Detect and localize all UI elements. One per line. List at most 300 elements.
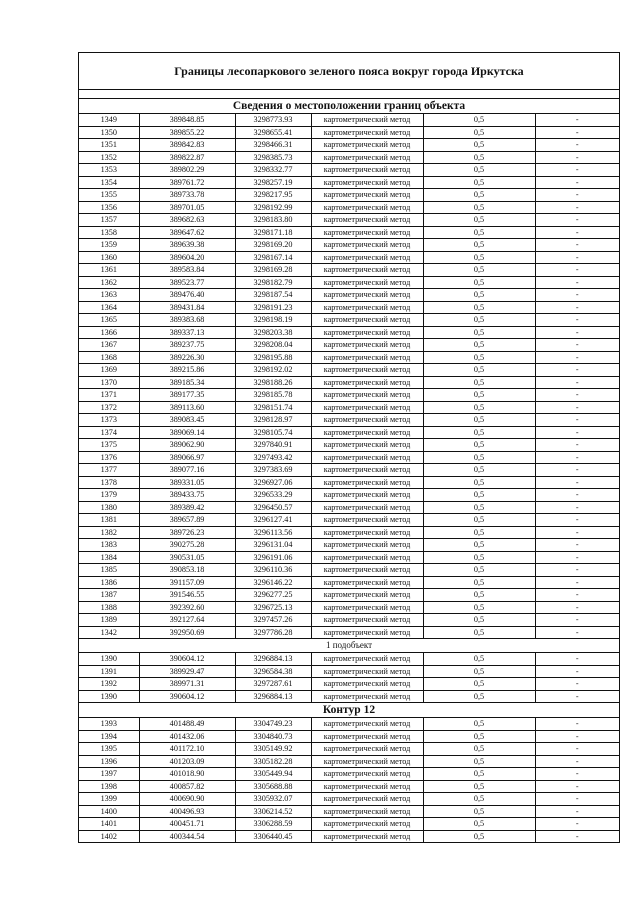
coord-x: 392127.64: [139, 614, 235, 627]
accuracy-cell: 0,5: [423, 551, 535, 564]
coord-y: 3297287.61: [235, 678, 311, 691]
coord-y: 3298188.26: [235, 376, 311, 389]
point-number: 1363: [79, 289, 139, 302]
coord-x: 391546.55: [139, 589, 235, 602]
coord-y: 3298773.93: [235, 114, 311, 126]
accuracy-cell: 0,5: [423, 151, 535, 164]
table-row: [79, 464, 619, 477]
empty-cell: -: [535, 476, 619, 489]
accuracy-cell: 0,5: [423, 301, 535, 314]
coord-y: 3296450.57: [235, 501, 311, 514]
accuracy-cell: 0,5: [423, 389, 535, 402]
point-number: 1370: [79, 376, 139, 389]
method-cell: картометрический метод: [311, 690, 423, 703]
coord-y: 3304749.23: [235, 718, 311, 731]
table-row: [79, 439, 619, 452]
accuracy-cell: 0,5: [423, 690, 535, 703]
empty-cell: -: [535, 526, 619, 539]
coord-y: 3296146.22: [235, 576, 311, 589]
coord-y: 3306440.45: [235, 830, 311, 842]
accuracy-cell: 0,5: [423, 614, 535, 627]
coord-x: 389604.20: [139, 251, 235, 264]
coord-y: 3298169.20: [235, 239, 311, 252]
method-cell: картометрический метод: [311, 326, 423, 339]
empty-cell: -: [535, 665, 619, 678]
method-cell: картометрический метод: [311, 126, 423, 139]
accuracy-cell: 0,5: [423, 376, 535, 389]
empty-cell: -: [535, 251, 619, 264]
table-row: [79, 364, 619, 377]
empty-cell: -: [535, 793, 619, 806]
empty-cell: -: [535, 376, 619, 389]
table-row: [79, 389, 619, 402]
table-row: [79, 176, 619, 189]
coord-y: 3296584.38: [235, 665, 311, 678]
point-number: 1342: [79, 626, 139, 639]
coord-y: 3298187.54: [235, 289, 311, 302]
point-number: 1367: [79, 339, 139, 352]
point-number: 1381: [79, 514, 139, 527]
coord-x: 389185.34: [139, 376, 235, 389]
method-cell: картометрический метод: [311, 665, 423, 678]
coord-x: 389761.72: [139, 176, 235, 189]
coord-y: 3298192.02: [235, 364, 311, 377]
coord-y: 3298183.80: [235, 214, 311, 227]
table-row: [79, 251, 619, 264]
accuracy-cell: 0,5: [423, 289, 535, 302]
empty-cell: -: [535, 818, 619, 831]
accuracy-cell: 0,5: [423, 326, 535, 339]
accuracy-cell: 0,5: [423, 818, 535, 831]
point-number: 1361: [79, 264, 139, 277]
coord-x: 389733.78: [139, 189, 235, 202]
coord-x: 389177.35: [139, 389, 235, 402]
table-row: [79, 401, 619, 414]
accuracy-cell: 0,5: [423, 139, 535, 152]
accuracy-cell: 0,5: [423, 226, 535, 239]
method-cell: картометрический метод: [311, 314, 423, 327]
point-number: 1358: [79, 226, 139, 239]
coord-x: 390853.18: [139, 564, 235, 577]
accuracy-cell: 0,5: [423, 414, 535, 427]
method-cell: картометрический метод: [311, 718, 423, 731]
empty-cell: -: [535, 678, 619, 691]
coord-y: 3298198.19: [235, 314, 311, 327]
table-row: [79, 830, 619, 842]
coord-y: 3296884.13: [235, 690, 311, 703]
accuracy-cell: 0,5: [423, 114, 535, 126]
coord-y: 3298257.19: [235, 176, 311, 189]
accuracy-cell: 0,5: [423, 755, 535, 768]
accuracy-cell: 0,5: [423, 489, 535, 502]
table-row: [79, 164, 619, 177]
method-cell: картометрический метод: [311, 176, 423, 189]
table-row: [79, 114, 619, 126]
table-row: [79, 451, 619, 464]
empty-cell: -: [535, 364, 619, 377]
accuracy-cell: 0,5: [423, 743, 535, 756]
point-number: 1379: [79, 489, 139, 502]
accuracy-cell: 0,5: [423, 539, 535, 552]
empty-cell: -: [535, 301, 619, 314]
table-row: [79, 690, 619, 703]
method-cell: картометрический метод: [311, 226, 423, 239]
accuracy-cell: 0,5: [423, 514, 535, 527]
coord-x: 389929.47: [139, 665, 235, 678]
accuracy-cell: 0,5: [423, 439, 535, 452]
accuracy-cell: 0,5: [423, 718, 535, 731]
point-number: 1372: [79, 401, 139, 414]
method-cell: картометрический метод: [311, 376, 423, 389]
point-number: 1373: [79, 414, 139, 427]
point-number: 1394: [79, 730, 139, 743]
method-cell: картометрический метод: [311, 626, 423, 639]
method-cell: картометрический метод: [311, 164, 423, 177]
table-row: [79, 426, 619, 439]
coord-x: 389855.22: [139, 126, 235, 139]
coord-x: 401488.49: [139, 718, 235, 731]
accuracy-cell: 0,5: [423, 214, 535, 227]
empty-cell: -: [535, 326, 619, 339]
table-row: [79, 189, 619, 202]
method-cell: картометрический метод: [311, 601, 423, 614]
point-number: 1395: [79, 743, 139, 756]
coord-x: 389682.63: [139, 214, 235, 227]
point-number: 1365: [79, 314, 139, 327]
accuracy-cell: 0,5: [423, 164, 535, 177]
table-row: [79, 576, 619, 589]
table-row: [79, 539, 619, 552]
table-row: [79, 564, 619, 577]
coord-x: 400690.90: [139, 793, 235, 806]
coord-y: 3297840.91: [235, 439, 311, 452]
method-cell: картометрический метод: [311, 780, 423, 793]
point-number: 1388: [79, 601, 139, 614]
empty-cell: -: [535, 126, 619, 139]
coord-y: 3305688.88: [235, 780, 311, 793]
coord-y: 3298191.23: [235, 301, 311, 314]
method-cell: картометрический метод: [311, 451, 423, 464]
coord-y: 3296127.41: [235, 514, 311, 527]
empty-cell: -: [535, 614, 619, 627]
coord-y: 3298203.38: [235, 326, 311, 339]
method-cell: картометрический метод: [311, 264, 423, 277]
point-number: 1366: [79, 326, 139, 339]
coord-y: 3305182.28: [235, 755, 311, 768]
coord-y: 3298217.95: [235, 189, 311, 202]
coord-x: 400344.54: [139, 830, 235, 842]
empty-cell: -: [535, 539, 619, 552]
point-number: 1377: [79, 464, 139, 477]
coord-x: 392950.69: [139, 626, 235, 639]
empty-cell: -: [535, 718, 619, 731]
coord-x: 389701.05: [139, 201, 235, 214]
coord-x: 391157.09: [139, 576, 235, 589]
empty-cell: -: [535, 743, 619, 756]
accuracy-cell: 0,5: [423, 314, 535, 327]
accuracy-cell: 0,5: [423, 126, 535, 139]
accuracy-cell: 0,5: [423, 426, 535, 439]
coord-x: 392392.60: [139, 601, 235, 614]
coord-x: 389583.84: [139, 264, 235, 277]
table-row: [79, 551, 619, 564]
empty-cell: -: [535, 489, 619, 502]
point-number: 1380: [79, 501, 139, 514]
empty-cell: -: [535, 151, 619, 164]
coord-y: 3298167.14: [235, 251, 311, 264]
method-cell: картометрический метод: [311, 539, 423, 552]
method-cell: картометрический метод: [311, 576, 423, 589]
accuracy-cell: 0,5: [423, 665, 535, 678]
coord-x: 389066.97: [139, 451, 235, 464]
empty-cell: -: [535, 589, 619, 602]
coord-x: 389971.31: [139, 678, 235, 691]
group-label: 1 подобъект: [79, 639, 619, 653]
method-cell: картометрический метод: [311, 401, 423, 414]
point-number: 1369: [79, 364, 139, 377]
point-number: 1389: [79, 614, 139, 627]
method-cell: картометрический метод: [311, 201, 423, 214]
point-number: 1396: [79, 755, 139, 768]
accuracy-cell: 0,5: [423, 264, 535, 277]
empty-cell: -: [535, 264, 619, 277]
empty-cell: -: [535, 576, 619, 589]
method-cell: картометрический метод: [311, 289, 423, 302]
point-number: 1375: [79, 439, 139, 452]
contour-header-row: [79, 703, 619, 718]
table-row: [79, 126, 619, 139]
coord-y: 3296113.56: [235, 526, 311, 539]
point-number: 1376: [79, 451, 139, 464]
coord-x: 389842.83: [139, 139, 235, 152]
coord-x: 390531.05: [139, 551, 235, 564]
coord-y: 3296277.25: [235, 589, 311, 602]
coord-x: 401432.06: [139, 730, 235, 743]
table-row: [79, 678, 619, 691]
empty-cell: -: [535, 276, 619, 289]
method-cell: картометрический метод: [311, 489, 423, 502]
point-number: 1352: [79, 151, 139, 164]
method-cell: картометрический метод: [311, 426, 423, 439]
point-number: 1349: [79, 114, 139, 126]
coord-x: 401018.90: [139, 768, 235, 781]
point-number: 1371: [79, 389, 139, 402]
point-number: 1387: [79, 589, 139, 602]
point-number: 1384: [79, 551, 139, 564]
coord-y: 3298192.99: [235, 201, 311, 214]
coord-x: 390604.12: [139, 690, 235, 703]
coord-y: 3296725.13: [235, 601, 311, 614]
empty-cell: -: [535, 339, 619, 352]
table-row: [79, 793, 619, 806]
empty-cell: -: [535, 426, 619, 439]
accuracy-cell: 0,5: [423, 239, 535, 252]
point-number: 1374: [79, 426, 139, 439]
accuracy-cell: 0,5: [423, 793, 535, 806]
accuracy-cell: 0,5: [423, 476, 535, 489]
method-cell: картометрический метод: [311, 501, 423, 514]
empty-cell: -: [535, 653, 619, 666]
coord-y: 3305149.92: [235, 743, 311, 756]
table-row: [79, 239, 619, 252]
accuracy-cell: 0,5: [423, 780, 535, 793]
coord-y: 3298151.74: [235, 401, 311, 414]
coord-x: 400496.93: [139, 805, 235, 818]
coordinates-table: [79, 114, 619, 842]
table-row: [79, 276, 619, 289]
method-cell: картометрический метод: [311, 793, 423, 806]
method-cell: картометрический метод: [311, 114, 423, 126]
coord-x: 389226.30: [139, 351, 235, 364]
coord-x: 401172.10: [139, 743, 235, 756]
coord-x: 389822.87: [139, 151, 235, 164]
table-row: [79, 201, 619, 214]
accuracy-cell: 0,5: [423, 768, 535, 781]
coord-x: 389431.84: [139, 301, 235, 314]
empty-cell: -: [535, 401, 619, 414]
empty-cell: -: [535, 289, 619, 302]
point-number: 1391: [79, 665, 139, 678]
empty-cell: -: [535, 805, 619, 818]
coord-y: 3298169.28: [235, 264, 311, 277]
method-cell: картометрический метод: [311, 830, 423, 842]
method-cell: картометрический метод: [311, 464, 423, 477]
coord-y: 3296533.29: [235, 489, 311, 502]
accuracy-cell: 0,5: [423, 251, 535, 264]
accuracy-cell: 0,5: [423, 464, 535, 477]
empty-cell: -: [535, 690, 619, 703]
document-table: [78, 52, 620, 843]
point-number: 1399: [79, 793, 139, 806]
method-cell: картометрический метод: [311, 439, 423, 452]
point-number: 1397: [79, 768, 139, 781]
accuracy-cell: 0,5: [423, 653, 535, 666]
coord-x: 389726.23: [139, 526, 235, 539]
coord-x: 390275.28: [139, 539, 235, 552]
accuracy-cell: 0,5: [423, 276, 535, 289]
accuracy-cell: 0,5: [423, 339, 535, 352]
accuracy-cell: 0,5: [423, 730, 535, 743]
accuracy-cell: 0,5: [423, 576, 535, 589]
subobject-header-row: [79, 639, 619, 653]
table-row: [79, 489, 619, 502]
coord-y: 3297457.26: [235, 614, 311, 627]
coord-y: 3305932.07: [235, 793, 311, 806]
empty-cell: -: [535, 414, 619, 427]
empty-cell: -: [535, 226, 619, 239]
table-row: [79, 414, 619, 427]
point-number: 1392: [79, 678, 139, 691]
table-row: [79, 730, 619, 743]
table-row: [79, 526, 619, 539]
table-row: [79, 139, 619, 152]
empty-cell: -: [535, 514, 619, 527]
table-row: [79, 514, 619, 527]
coord-y: 3298185.78: [235, 389, 311, 402]
accuracy-cell: 0,5: [423, 351, 535, 364]
coord-x: 389389.42: [139, 501, 235, 514]
coord-y: 3296110.36: [235, 564, 311, 577]
point-number: 1383: [79, 539, 139, 552]
point-number: 1385: [79, 564, 139, 577]
coord-y: 3298385.73: [235, 151, 311, 164]
point-number: 1400: [79, 805, 139, 818]
method-cell: картометрический метод: [311, 551, 423, 564]
empty-cell: -: [535, 176, 619, 189]
coordinates-body: [79, 114, 619, 842]
coord-x: 389647.62: [139, 226, 235, 239]
method-cell: картометрический метод: [311, 339, 423, 352]
method-cell: картометрический метод: [311, 276, 423, 289]
coord-y: 3296131.04: [235, 539, 311, 552]
method-cell: картометрический метод: [311, 514, 423, 527]
coord-y: 3306288.59: [235, 818, 311, 831]
table-row: [79, 780, 619, 793]
method-cell: картометрический метод: [311, 589, 423, 602]
coord-y: 3298332.77: [235, 164, 311, 177]
point-number: 1393: [79, 718, 139, 731]
method-cell: картометрический метод: [311, 755, 423, 768]
table-row: [79, 653, 619, 666]
accuracy-cell: 0,5: [423, 805, 535, 818]
empty-cell: -: [535, 201, 619, 214]
empty-cell: -: [535, 551, 619, 564]
point-number: 1360: [79, 251, 139, 264]
accuracy-cell: 0,5: [423, 201, 535, 214]
point-number: 1398: [79, 780, 139, 793]
table-row: [79, 501, 619, 514]
coord-y: 3298195.88: [235, 351, 311, 364]
coord-x: 389215.86: [139, 364, 235, 377]
point-number: 1356: [79, 201, 139, 214]
coord-y: 3298208.04: [235, 339, 311, 352]
table-row: [79, 226, 619, 239]
point-number: 1402: [79, 830, 139, 842]
empty-cell: -: [535, 564, 619, 577]
method-cell: картометрический метод: [311, 768, 423, 781]
table-row: [79, 818, 619, 831]
coord-x: 389802.29: [139, 164, 235, 177]
coord-x: 389062.90: [139, 439, 235, 452]
section-header: Сведения о местоположении границ объекта: [79, 99, 619, 114]
empty-cell: -: [535, 780, 619, 793]
table-row: [79, 626, 619, 639]
method-cell: картометрический метод: [311, 301, 423, 314]
coord-x: 389069.14: [139, 426, 235, 439]
method-cell: картометрический метод: [311, 189, 423, 202]
coord-x: 400451.71: [139, 818, 235, 831]
coord-y: 3297786.28: [235, 626, 311, 639]
accuracy-cell: 0,5: [423, 526, 535, 539]
accuracy-cell: 0,5: [423, 176, 535, 189]
empty-cell: -: [535, 164, 619, 177]
empty-cell: -: [535, 239, 619, 252]
table-row: [79, 289, 619, 302]
table-row: [79, 476, 619, 489]
empty-cell: -: [535, 501, 619, 514]
method-cell: картометрический метод: [311, 151, 423, 164]
empty-cell: -: [535, 351, 619, 364]
coord-x: 389337.13: [139, 326, 235, 339]
coord-y: 3298182.79: [235, 276, 311, 289]
coord-y: 3296191.06: [235, 551, 311, 564]
accuracy-cell: 0,5: [423, 589, 535, 602]
method-cell: картометрический метод: [311, 139, 423, 152]
coord-y: 3305449.94: [235, 768, 311, 781]
empty-cell: -: [535, 389, 619, 402]
coord-y: 3298171.18: [235, 226, 311, 239]
point-number: 1382: [79, 526, 139, 539]
